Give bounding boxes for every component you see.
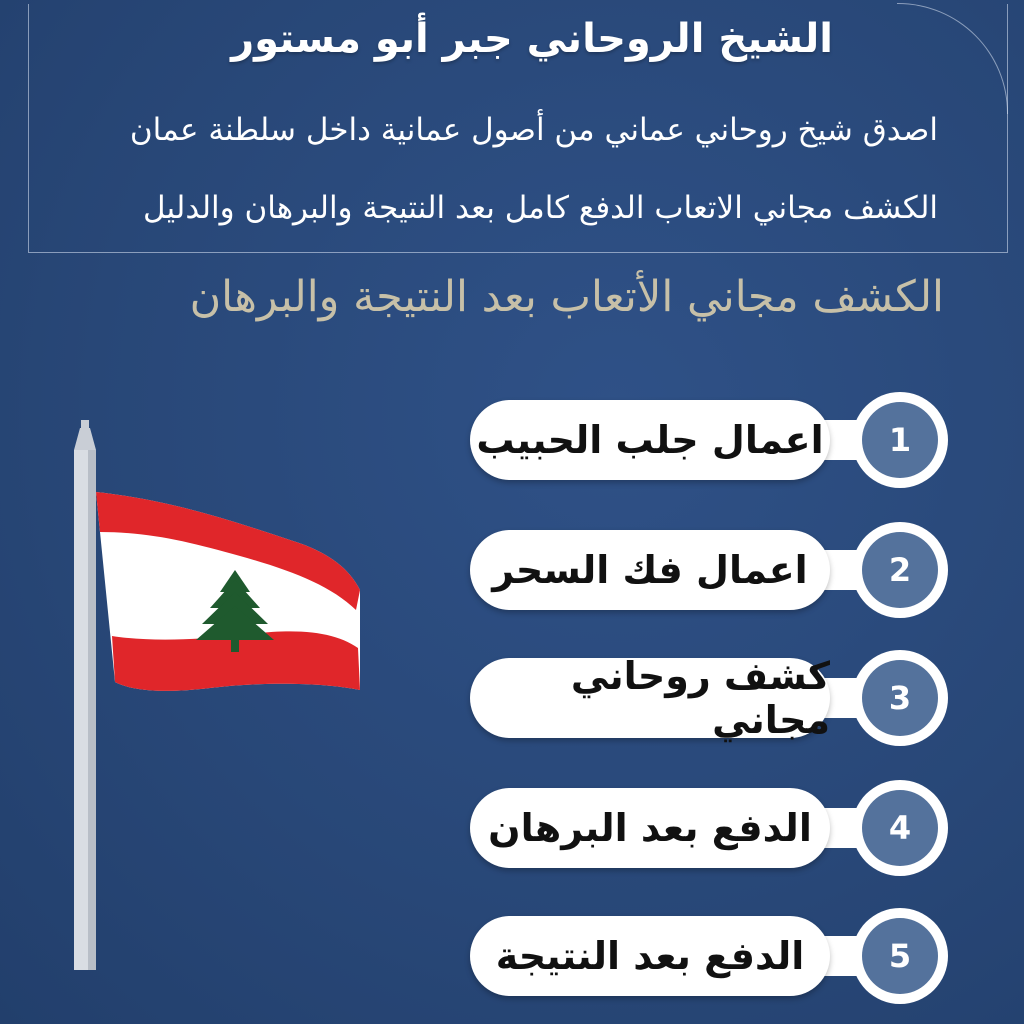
item-badge bbox=[852, 650, 948, 746]
list-item bbox=[470, 522, 950, 618]
item-number: 1 bbox=[862, 402, 938, 478]
item-number: 5 bbox=[862, 918, 938, 994]
item-label: كشف روحاني مجاني bbox=[470, 658, 830, 738]
item-badge bbox=[852, 392, 948, 488]
item-number: 2 bbox=[862, 532, 938, 608]
lebanon-flag-icon bbox=[60, 420, 380, 980]
item-label: الدفع بعد النتيجة bbox=[470, 916, 830, 996]
item-label: اعمال فك السحر bbox=[470, 530, 830, 610]
item-number: 4 bbox=[862, 790, 938, 866]
header-line-1: اصدق شيخ روحاني عماني من أصول عمانية داخل سلطنة عمان bbox=[129, 112, 938, 148]
item-badge bbox=[852, 522, 948, 618]
subtitle: الكشف مجاني الأتعاب بعد النتيجة والبرهان bbox=[189, 272, 944, 322]
item-label: اعمال جلب الحبيب bbox=[470, 400, 830, 480]
item-number: 3 bbox=[862, 660, 938, 736]
list-item bbox=[470, 780, 950, 876]
page-title: الشيخ الروحاني جبر أبو مستور bbox=[231, 16, 833, 62]
header-line-2: الكشف مجاني الاتعاب الدفع كامل بعد النتيجة والبرهان والدليل bbox=[143, 190, 938, 226]
list-item bbox=[470, 650, 950, 746]
list-item bbox=[470, 908, 950, 1004]
list-item bbox=[470, 392, 950, 488]
item-label: الدفع بعد البرهان bbox=[470, 788, 830, 868]
item-badge bbox=[852, 908, 948, 1004]
item-badge bbox=[852, 780, 948, 876]
